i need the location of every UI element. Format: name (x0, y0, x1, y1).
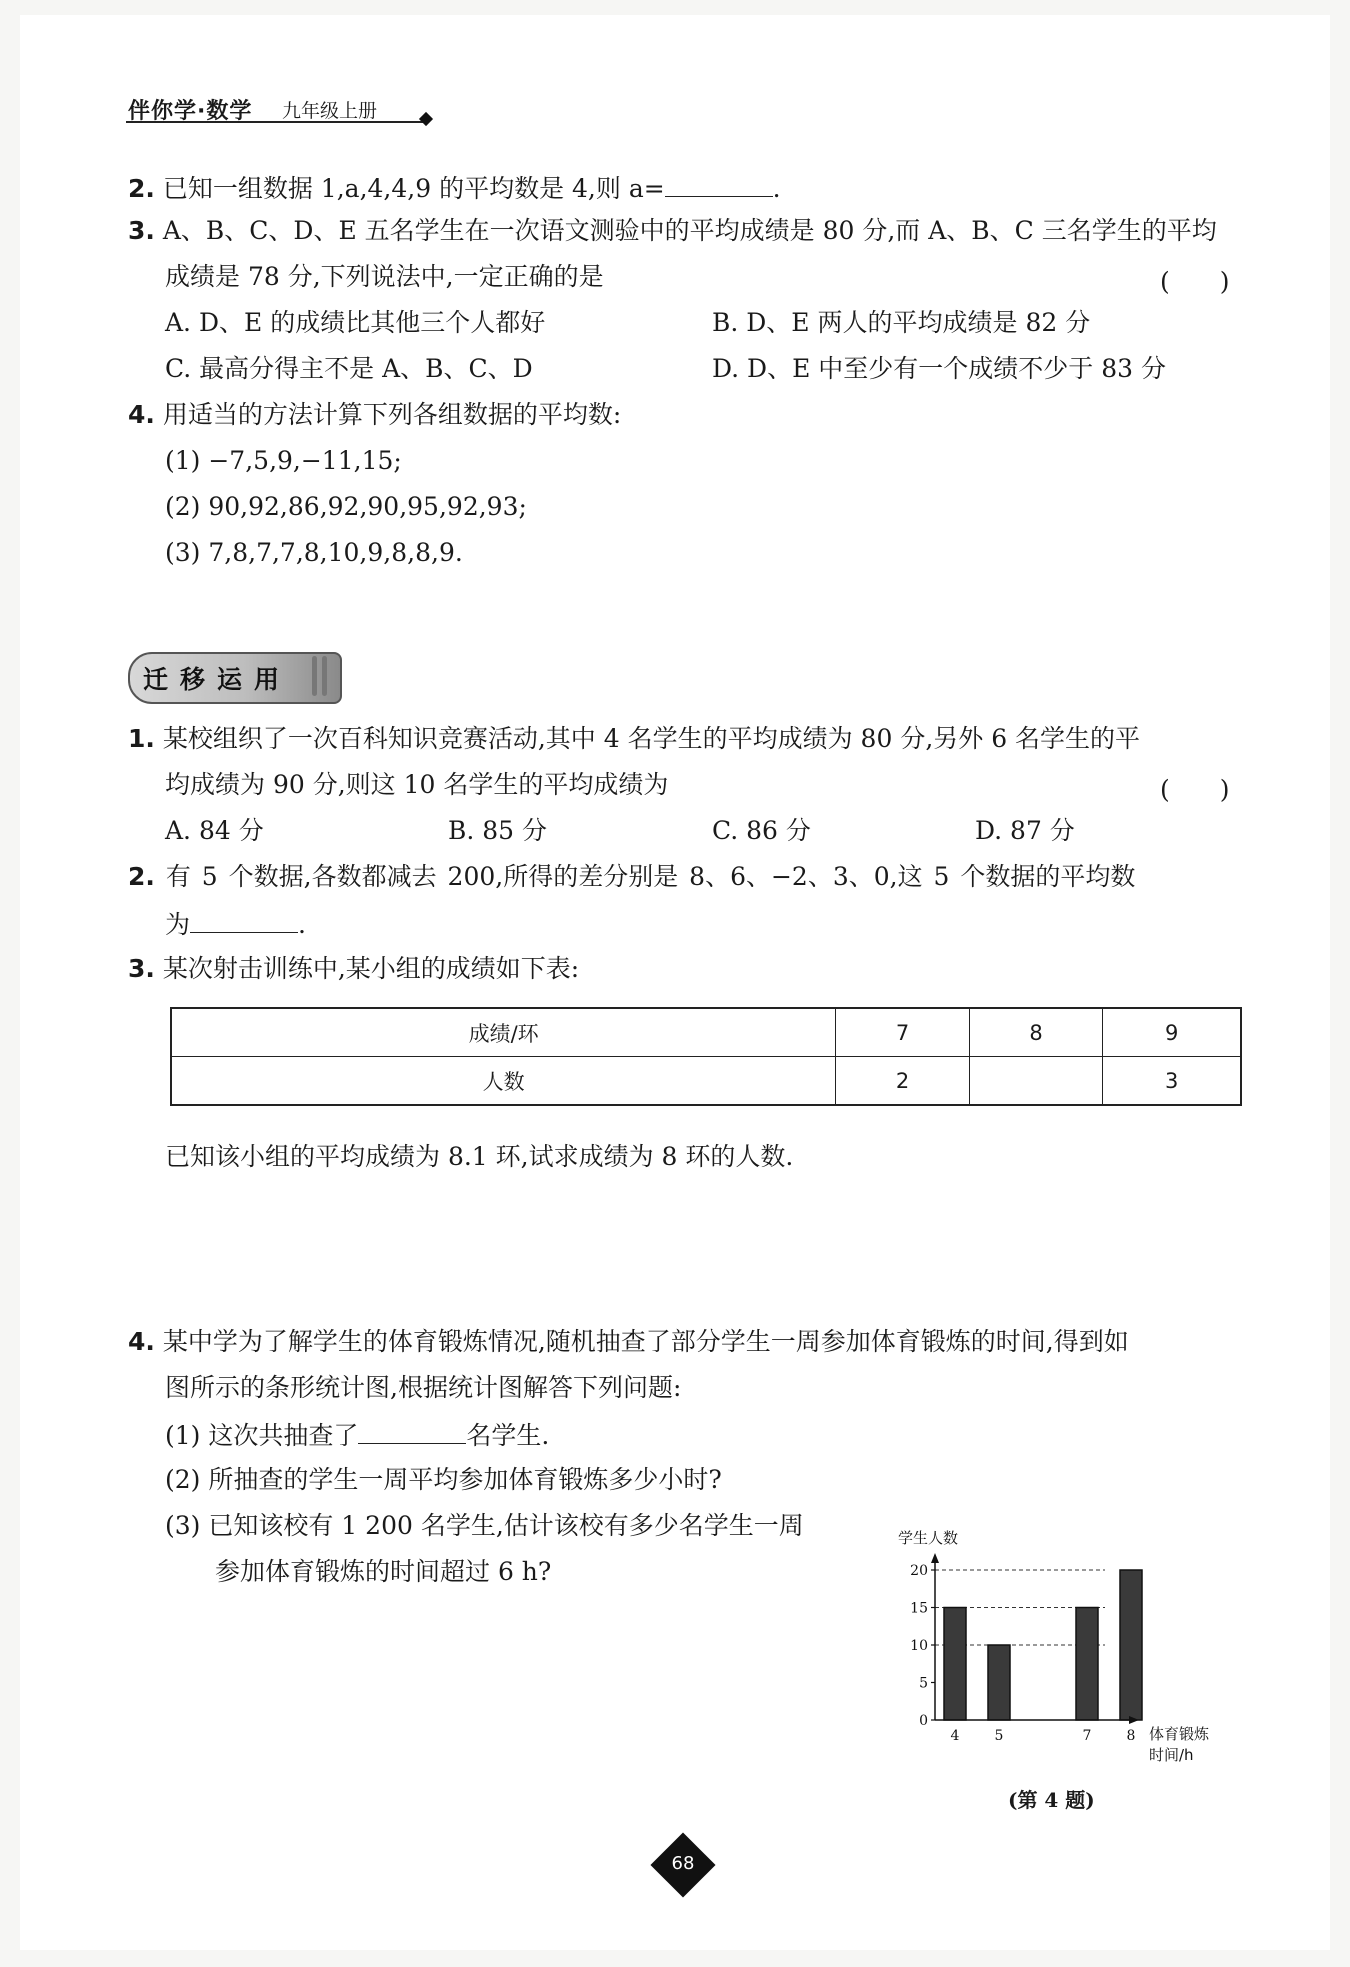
p2-q1-line1 (128, 722, 1140, 756)
table-cell: 人数 (171, 1057, 836, 1106)
p2-q1-text-line1: 某校组织了一次百科知识竞赛活动,其中 4 名学生的平均成绩为 80 分,另外 6 名学生的平 (162, 724, 1141, 753)
table-row (171, 1057, 1241, 1106)
q4-item-2: (2) 90,92,86,92,90,95,92,93; (165, 492, 527, 521)
y-axis-arrow-icon (931, 1553, 939, 1563)
p2-q2-line2 (165, 906, 306, 942)
p2-q4-sub1-end: 名学生. (466, 1421, 550, 1450)
q2-text: 已知一组数据 1,a,4,4,9 的平均数是 4,则 a= (162, 174, 665, 203)
p2-q4-sub1 (165, 1417, 549, 1453)
grade-label: 九年级上册 (282, 100, 378, 122)
table-cell: 8 (969, 1008, 1103, 1057)
q4-item-3: (3) 7,8,7,7,8,10,9,8,8,9. (165, 538, 463, 567)
p2-q2-text-line1: 有 5 个数据,各数都减去 200,所得的差分别是 8、6、−2、3、0,这 5 个数据的平均数 (165, 862, 1136, 891)
q3-answer-paren[interactable]: ( ) (1160, 267, 1230, 296)
badge-stripe (312, 656, 317, 696)
q4-text: 用适当的方法计算下列各组数据的平均数: (162, 400, 622, 429)
score-table (170, 1007, 1242, 1106)
p2-q4-sub2: (2) 所抽查的学生一周平均参加体育锻炼多少小时? (165, 1465, 722, 1494)
y-tick-label: 15 (910, 1600, 928, 1617)
x-tick-label: 5 (994, 1728, 1004, 1744)
table-cell-blank[interactable] (969, 1057, 1103, 1106)
p2-q1-option-d[interactable]: D. 87 分 (975, 816, 1075, 845)
x-tick-label: 4 (950, 1728, 960, 1744)
q3-option-c[interactable]: C. 最高分得主不是 A、B、C、D (165, 354, 533, 383)
p2-q4-sub3a: (3) 已知该校有 1 200 名学生,估计该校有多少名学生一周 (165, 1511, 804, 1540)
table-cell: 9 (1103, 1008, 1241, 1057)
y-tick-label: 0 (919, 1713, 928, 1729)
y-tick-label: 5 (919, 1675, 928, 1692)
q2-number: 2. (128, 174, 155, 203)
y-tick-label: 20 (910, 1563, 928, 1579)
table-cell: 成绩/环 (171, 1008, 836, 1057)
p2-q3-after: 已知该小组的平均成绩为 8.1 环,试求成绩为 8 环的人数. (165, 1142, 794, 1171)
p2-q2-number: 2. (128, 862, 155, 891)
p2-q4-sub1-text: (1) 这次共抽查了 (165, 1421, 359, 1450)
x-tick-label: 7 (1082, 1728, 1092, 1744)
bar-7 (1076, 1608, 1098, 1721)
p2-q4-sub1-blank[interactable] (358, 1417, 466, 1444)
p2-q3-line (128, 952, 579, 986)
q3-option-a[interactable]: A. D、E 的成绩比其他三个人都好 (165, 308, 546, 337)
q3-option-d[interactable]: D. D、E 中至少有一个成绩不少于 83 分 (712, 354, 1166, 383)
p2-q1-answer-paren[interactable]: ( ) (1160, 775, 1230, 804)
table-cell: 7 (836, 1008, 970, 1057)
table-row (171, 1008, 1241, 1057)
q2-end: . (772, 174, 781, 203)
q3-number: 3. (128, 216, 155, 245)
p2-q1-option-b[interactable]: B. 85 分 (448, 816, 548, 845)
p2-q2-answer-blank[interactable] (190, 906, 298, 933)
p2-q4-text-line2: 图所示的条形统计图,根据统计图解答下列问题: (165, 1373, 682, 1402)
q3-text-line2: 成绩是 78 分,下列说法中,一定正确的是 (165, 262, 604, 291)
p2-q1-option-a[interactable]: A. 84 分 (165, 816, 264, 845)
chart-caption: (第 4 题) (1008, 1788, 1095, 1812)
p2-q4-number: 4. (128, 1327, 155, 1356)
bar-5 (988, 1645, 1010, 1720)
p2-q1-option-c[interactable]: C. 86 分 (712, 816, 811, 845)
bar-chart (890, 1525, 1240, 1795)
y-axis-label: 学生人数 (898, 1529, 959, 1547)
badge-stripe (322, 656, 327, 696)
p2-q2-text-line2: 为 (165, 910, 191, 939)
x-tick-label: 8 (1126, 1728, 1136, 1744)
p2-q4-line1 (128, 1325, 1129, 1359)
table-cell: 3 (1103, 1057, 1241, 1106)
q2-answer-blank[interactable] (665, 170, 773, 197)
q2-line (128, 170, 781, 206)
p2-q4-text-line1: 某中学为了解学生的体育锻炼情况,随机抽查了部分学生一周参加体育锻炼的时间,得到如 (162, 1327, 1129, 1356)
p2-q1-text-line2: 均成绩为 90 分,则这 10 名学生的平均成绩为 (165, 770, 669, 799)
p2-q3-text: 某次射击训练中,某小组的成绩如下表: (162, 954, 580, 983)
q4-item-1: (1) −7,5,9,−11,15; (165, 446, 402, 475)
p2-q4-sub3b: 参加体育锻炼的时间超过 6 h? (215, 1557, 552, 1586)
p2-q2-line1 (128, 860, 1135, 894)
q3-line1 (128, 214, 1217, 248)
x-axis-label-line2: 时间/h (1149, 1746, 1194, 1764)
header-rule (126, 121, 428, 123)
table-cell: 2 (836, 1057, 970, 1106)
bar-8 (1120, 1570, 1142, 1720)
x-axis-label-line1: 体育锻炼 (1149, 1725, 1210, 1743)
book-title: 伴你学·数学 (128, 99, 253, 124)
q4-line (128, 398, 621, 432)
q3-text-line1: A、B、C、D、E 五名学生在一次语文测验中的平均成绩是 80 分,而 A、B、C 三名学生的平均 (162, 216, 1217, 245)
p2-q3-number: 3. (128, 954, 155, 983)
q4-number: 4. (128, 400, 155, 429)
section-title: 迁移运用 (143, 665, 292, 694)
q3-option-b[interactable]: B. D、E 两人的平均成绩是 82 分 (712, 308, 1091, 337)
p2-q2-end: . (298, 910, 306, 939)
p2-q1-number: 1. (128, 724, 155, 753)
bar-4 (944, 1608, 966, 1721)
y-tick-label: 10 (910, 1638, 928, 1654)
page-number: 68 (671, 1853, 695, 1874)
